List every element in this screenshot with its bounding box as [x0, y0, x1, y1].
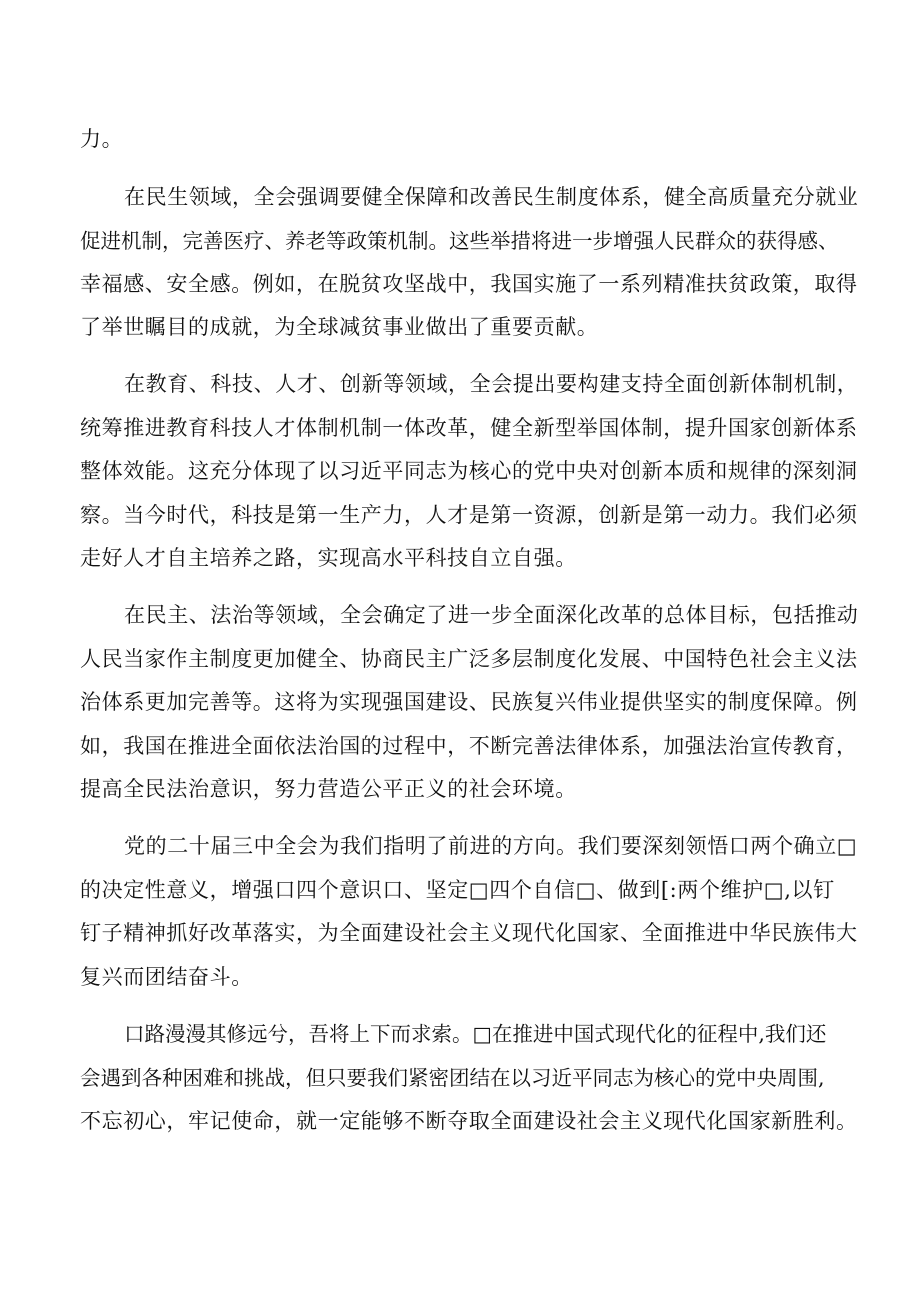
paragraph-5-line-2: 的决定性意义，增强口四个意识口、坚定□四个自信□、做到[:两个维护□,以钉 [80, 878, 835, 902]
paragraph-3-line-1: 在教育、科技、人才、创新等领域，全会提出要构建支持全面创新体制机制， [124, 372, 859, 396]
paragraph-6-line-3: 不忘初心，牢记使命，就一定能够不断夺取全面建设社会主义现代化国家新胜利。 [80, 1109, 858, 1133]
paragraph-1-line-1: 力。 [80, 127, 124, 151]
paragraph-3-line-2: 统筹推进教育科技人才体制机制一体改革，健全新型举国体制，提升国家创新体系 [80, 416, 858, 440]
paragraph-4-line-3: 治体系更加完善等。这将为实现强国建设、民族复兴伟业提供坚实的制度保障。例 [80, 690, 858, 714]
paragraph-4-line-4: 如，我国在推进全面依法治国的过程中，不断完善法律体系，加强法治宣传教育， [80, 734, 858, 758]
paragraph-2-line-2: 促进机制，完善医疗、养老等政策机制。这些举措将进一步增强人民群众的获得感、 [80, 229, 839, 253]
paragraph-5-line-3: 钉子精神抓好改革落实，为全面建设社会主义现代化国家、全面推进中华民族伟大 [80, 921, 858, 945]
paragraph-2-line-4: 了举世瞩目的成就，为全球减贫事业做出了重要贡献。 [80, 315, 599, 339]
paragraph-6-line-2: 会遇到各种困难和挑战，但只要我们紧密团结在以习近平同志为核心的党中央周围, [80, 1066, 825, 1090]
paragraph-3-line-5: 走好人才自主培养之路，实现高水平科技自立自强。 [80, 546, 577, 570]
paragraph-5-line-1: 党的二十届三中全会为我们指明了前进的方向。我们要深刻领悟口两个确立□ [124, 834, 858, 858]
paragraph-4-line-1: 在民主、法治等领域，全会确定了进一步全面深化改革的总体目标，包括推动 [124, 603, 859, 627]
paragraph-2-line-3: 幸福感、安全感。例如，在脱贫攻坚战中，我国实施了一系列精准扶贫政策，取得 [80, 272, 858, 296]
paragraph-3-line-3: 整体效能。这充分体现了以习近平同志为核心的党中央对创新本质和规律的深刻洞 [80, 459, 858, 483]
paragraph-2-line-1: 在民生领域，全会强调要健全保障和改善民生制度体系，健全高质量充分就业 [124, 185, 859, 209]
paragraph-4-line-5: 提高全民法治意识，努力营造公平正义的社会环境。 [80, 777, 577, 801]
paragraph-5-line-4: 复兴而团结奋斗。 [80, 965, 253, 989]
paragraph-3-line-4: 察。当今时代，科技是第一生产力，人才是第一资源，创新是第一动力。我们必须 [80, 503, 858, 527]
paragraph-6-line-1: 口路漫漫其修远兮，吾将上下而求索。□在推进中国式现代化的征程中,我们还 [124, 1022, 827, 1046]
paragraph-4-line-2: 人民当家作主制度更加健全、协商民主广泛多层制度化发展、中国特色社会主义法 [80, 647, 858, 671]
